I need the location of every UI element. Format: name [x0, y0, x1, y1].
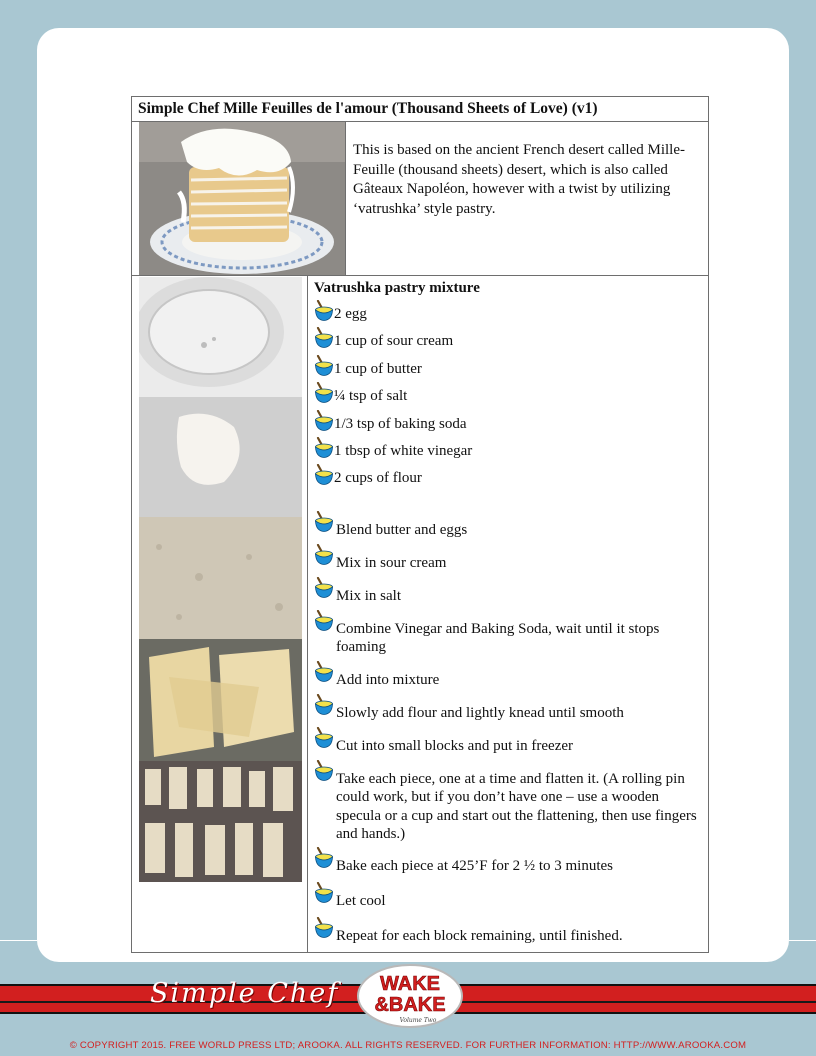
ingredient-item — [314, 437, 702, 464]
ingredient-item — [314, 410, 702, 437]
mixing-bowl-icon — [314, 544, 334, 566]
recipe-title: Simple Chef Mille Feuilles de l'amour (Thousand Sheets of Love) (v1) — [132, 97, 709, 122]
mixing-bowl-icon — [314, 464, 334, 486]
step-item — [314, 549, 702, 579]
mixing-bowl-icon — [314, 727, 334, 749]
step-label: Take each piece, one at a time and flatten it. (A rolling pin could work, but if you don’t have one – use a wooden specula or a cup and start out the flattening, then use fingers and hands.) — [336, 770, 697, 843]
spacer — [314, 492, 702, 513]
step-label: Let cool — [336, 892, 386, 909]
mixing-bowl-icon — [314, 882, 334, 904]
ingredient-item — [314, 355, 702, 382]
step-label: Mix in salt — [336, 587, 402, 604]
divider-line — [0, 940, 37, 941]
ingredient-label: 1 cup of sour cream — [334, 333, 454, 350]
step-label: Repeat for each block remaining, until finished. — [336, 927, 623, 944]
mixing-bowl-icon — [314, 577, 334, 599]
ingredient-label: 1 tbsp of white vinegar — [334, 442, 473, 459]
mixing-bowl-icon — [314, 917, 334, 939]
mixing-bowl-icon — [314, 760, 334, 782]
step-label: Bake each piece at 425’F for 2 ½ to 3 minutes — [336, 857, 614, 874]
logo-line2: &BAKE — [374, 994, 446, 1016]
section-heading: Vatrushka pastry mixture — [314, 280, 480, 296]
recipe-table — [131, 96, 709, 953]
logo-line1: WAKE — [380, 973, 440, 995]
step-label: Blend butter and eggs — [336, 521, 468, 538]
step-item — [314, 582, 702, 612]
intro-paragraph: This is based on the ancient French desert called Mille-Feuille (thousand sheets) desert, which is also called Gâteaux Napoléon, however with a twist by utilizing ‘vatrushka’ style pastry. — [346, 122, 709, 276]
instructions-cell — [308, 276, 709, 953]
copyright-notice: © COPYRIGHT 2015. FREE WORLD PRESS LTD; AROOKA. ALL RIGHTS RESERVED. FOR FURTHER INFORMATION: HTTP://WWW.AROOKA.COM — [69, 1040, 747, 1051]
mixing-bowl-icon — [314, 610, 334, 632]
step-item — [314, 615, 702, 663]
step-item — [314, 887, 702, 919]
mixing-bowl-icon — [314, 382, 334, 404]
mixing-bowl-icon — [314, 847, 334, 869]
cake-photo — [132, 122, 346, 276]
ingredient-label: 1/3 tsp of baking soda — [334, 415, 467, 432]
step-item — [314, 732, 702, 762]
step-item — [314, 666, 702, 696]
step-item — [314, 922, 702, 952]
wake-and-bake-logo — [356, 964, 464, 1028]
ingredient-label: 2 egg — [334, 306, 367, 322]
mixing-bowl-icon — [314, 694, 334, 716]
step-label: Slowly add flour and lightly knead until smooth — [336, 704, 624, 721]
ingredient-label: 2 cups of flour — [334, 470, 422, 487]
ingredient-item — [314, 382, 702, 409]
process-photos — [132, 276, 308, 953]
step-label: Cut into small blocks and put in freezer — [336, 737, 574, 754]
ingredient-label: ¼ tsp of salt — [334, 388, 408, 405]
step-item — [314, 516, 702, 546]
step-item — [314, 852, 702, 884]
ingredient-item — [314, 327, 702, 354]
ingredient-label: 1 cup of butter — [334, 360, 422, 377]
ingredient-item — [314, 300, 702, 327]
step-label: Combine Vinegar and Baking Soda, wait until it stops foaming — [336, 620, 660, 656]
step-item — [314, 699, 702, 729]
ingredient-item — [314, 464, 702, 491]
mixing-bowl-icon — [314, 410, 334, 432]
mixing-bowl-icon — [314, 355, 334, 377]
mixing-bowl-icon — [314, 437, 334, 459]
step-item — [314, 765, 702, 849]
divider-line — [789, 940, 816, 941]
mixing-bowl-icon — [314, 327, 334, 349]
step-label: Mix in sour cream — [336, 554, 447, 571]
step-label: Add into mixture — [336, 671, 440, 688]
brand-name: Simple Chef — [150, 978, 340, 1009]
mixing-bowl-icon — [314, 300, 334, 322]
mixing-bowl-icon — [314, 661, 334, 683]
logo-subtitle: Volume Two — [399, 1017, 437, 1024]
mixing-bowl-icon — [314, 511, 334, 533]
